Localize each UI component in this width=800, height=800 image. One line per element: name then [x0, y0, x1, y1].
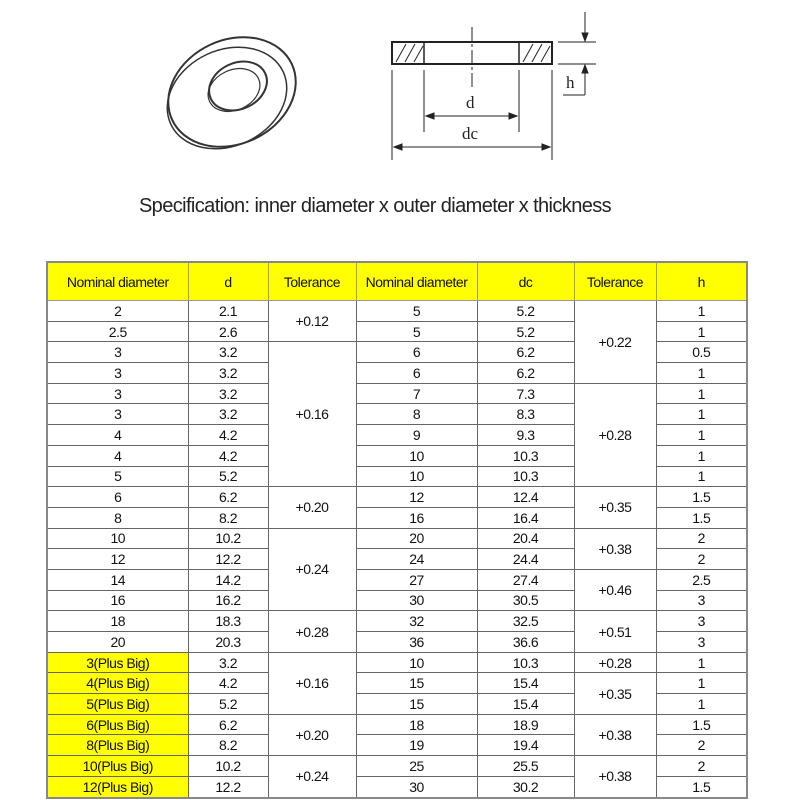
cell-h: 1	[656, 694, 747, 715]
cell-nominal-diameter-outer: 30	[356, 590, 477, 611]
cell-h: 1.5	[656, 487, 747, 508]
cell-dc: 20.4	[477, 528, 574, 549]
cell-nominal-diameter: 4(Plus Big)	[47, 673, 188, 694]
cell-tolerance-inner: +0.24	[268, 528, 356, 611]
cell-tolerance-outer: +0.38	[574, 528, 656, 569]
cell-tolerance-outer: +0.51	[574, 611, 656, 652]
cell-dc: 36.6	[477, 632, 574, 653]
table-row	[47, 673, 747, 694]
cell-nominal-diameter-outer: 30	[356, 776, 477, 797]
cell-d: 8.2	[188, 507, 268, 528]
cell-h: 1	[656, 383, 747, 404]
cell-nominal-diameter-outer: 5	[356, 301, 477, 322]
cell-nominal-diameter: 12	[47, 549, 188, 570]
cell-nominal-diameter-outer: 10	[356, 466, 477, 487]
cell-dc: 12.4	[477, 487, 574, 508]
cell-nominal-diameter: 4	[47, 425, 188, 446]
specification-caption: Specification: inner diameter x outer diameter x thickness	[138, 195, 612, 217]
cell-h: 1.5	[656, 776, 747, 797]
cell-dc: 18.9	[477, 714, 574, 735]
cell-h: 2	[656, 735, 747, 756]
cell-dc: 10.3	[477, 466, 574, 487]
table-header-row	[47, 262, 747, 301]
cell-dc: 15.4	[477, 673, 574, 694]
cell-d: 4.2	[188, 673, 268, 694]
cell-nominal-diameter: 16	[47, 590, 188, 611]
cell-h: 2.5	[656, 569, 747, 590]
cell-dc: 6.2	[477, 342, 574, 363]
cell-nominal-diameter: 14	[47, 569, 188, 590]
cell-d: 3.2	[188, 652, 268, 673]
header-dc: dc	[477, 262, 574, 301]
cell-dc: 15.4	[477, 694, 574, 715]
cell-nominal-diameter: 2	[47, 301, 188, 322]
table-row	[47, 301, 747, 322]
cell-nominal-diameter: 4	[47, 445, 188, 466]
cell-d: 5.2	[188, 466, 268, 487]
cell-h: 2	[656, 549, 747, 570]
cell-nominal-diameter-outer: 15	[356, 694, 477, 715]
cell-nominal-diameter: 8(Plus Big)	[47, 735, 188, 756]
cell-h: 1	[656, 445, 747, 466]
cell-dc: 8.3	[477, 404, 574, 425]
table-row	[47, 652, 747, 673]
cell-tolerance-outer: +0.35	[574, 673, 656, 714]
cell-nominal-diameter: 3	[47, 404, 188, 425]
cell-d: 4.2	[188, 445, 268, 466]
cell-h: 1	[656, 404, 747, 425]
cell-h: 1	[656, 652, 747, 673]
table-row	[47, 383, 747, 404]
cell-tolerance-outer: +0.22	[574, 301, 656, 384]
washer-3d-illustration	[150, 17, 314, 168]
label-h: h	[566, 73, 575, 92]
cell-d: 12.2	[188, 776, 268, 797]
cell-h: 1	[656, 425, 747, 446]
cell-nominal-diameter: 3(Plus Big)	[47, 652, 188, 673]
table-row	[47, 569, 747, 590]
cell-dc: 19.4	[477, 735, 574, 756]
cell-h: 1	[656, 321, 747, 342]
table-row	[47, 528, 747, 549]
header-h: h	[656, 262, 747, 301]
cell-h: 2	[656, 528, 747, 549]
cell-nominal-diameter-outer: 32	[356, 611, 477, 632]
table-row	[47, 611, 747, 632]
cell-tolerance-outer: +0.38	[574, 714, 656, 755]
cell-nominal-diameter-outer: 12	[356, 487, 477, 508]
cell-h: 0.5	[656, 342, 747, 363]
cell-nominal-diameter: 20	[47, 632, 188, 653]
cell-h: 1	[656, 466, 747, 487]
cell-nominal-diameter: 5(Plus Big)	[47, 694, 188, 715]
cell-nominal-diameter: 10(Plus Big)	[47, 756, 188, 777]
cell-nominal-diameter-outer: 36	[356, 632, 477, 653]
washer-diagram	[0, 0, 800, 180]
cell-d: 3.2	[188, 342, 268, 363]
cell-dc: 5.2	[477, 321, 574, 342]
cell-nominal-diameter: 3	[47, 342, 188, 363]
table-row	[47, 714, 747, 735]
cell-nominal-diameter-outer: 6	[356, 342, 477, 363]
cell-dc: 10.3	[477, 652, 574, 673]
cell-nominal-diameter-outer: 27	[356, 569, 477, 590]
cell-tolerance-inner: +0.20	[268, 714, 356, 755]
cell-nominal-diameter-outer: 8	[356, 404, 477, 425]
cell-h: 1.5	[656, 714, 747, 735]
cell-tolerance-inner: +0.16	[268, 652, 356, 714]
cell-nominal-diameter: 2.5	[47, 321, 188, 342]
cell-d: 3.2	[188, 404, 268, 425]
cell-d: 18.3	[188, 611, 268, 632]
cell-dc: 5.2	[477, 301, 574, 322]
cell-dc: 16.4	[477, 507, 574, 528]
cell-tolerance-inner: +0.20	[268, 487, 356, 528]
cell-h: 3	[656, 590, 747, 611]
cell-tolerance-outer: +0.46	[574, 569, 656, 610]
cell-nominal-diameter-outer: 18	[356, 714, 477, 735]
cell-tolerance-inner: +0.24	[268, 756, 356, 798]
cell-tolerance-inner: +0.16	[268, 342, 356, 487]
cell-nominal-diameter-outer: 25	[356, 756, 477, 777]
cell-d: 3.2	[188, 363, 268, 384]
cell-nominal-diameter-outer: 10	[356, 445, 477, 466]
cell-tolerance-inner: +0.12	[268, 301, 356, 342]
cell-d: 14.2	[188, 569, 268, 590]
cell-d: 2.1	[188, 301, 268, 322]
cell-dc: 32.5	[477, 611, 574, 632]
cell-h: 1	[656, 363, 747, 384]
cell-dc: 24.4	[477, 549, 574, 570]
cell-nominal-diameter: 18	[47, 611, 188, 632]
cell-d: 10.2	[188, 756, 268, 777]
cell-h: 2	[656, 756, 747, 777]
cell-dc: 27.4	[477, 569, 574, 590]
cell-nominal-diameter: 12(Plus Big)	[47, 776, 188, 797]
label-dc: dc	[462, 124, 479, 143]
cell-h: 1	[656, 673, 747, 694]
cell-nominal-diameter: 3	[47, 383, 188, 404]
cell-dc: 30.5	[477, 590, 574, 611]
label-d: d	[466, 93, 475, 112]
cell-nominal-diameter-outer: 5	[356, 321, 477, 342]
cell-d: 4.2	[188, 425, 268, 446]
cell-tolerance-outer: +0.35	[574, 487, 656, 528]
cell-nominal-diameter: 6	[47, 487, 188, 508]
cell-nominal-diameter: 6(Plus Big)	[47, 714, 188, 735]
header-tolerance: Tolerance	[268, 262, 356, 301]
cell-tolerance-outer: +0.38	[574, 756, 656, 798]
header-tolerance-outer: Tolerance	[574, 262, 656, 301]
cell-nominal-diameter: 5	[47, 466, 188, 487]
header-d: d	[188, 262, 268, 301]
cell-nominal-diameter-outer: 20	[356, 528, 477, 549]
cell-nominal-diameter: 10	[47, 528, 188, 549]
cell-d: 8.2	[188, 735, 268, 756]
cell-nominal-diameter-outer: 24	[356, 549, 477, 570]
cell-dc: 30.2	[477, 776, 574, 797]
cell-nominal-diameter-outer: 6	[356, 363, 477, 384]
cell-dc: 6.2	[477, 363, 574, 384]
cell-nominal-diameter: 3	[47, 363, 188, 384]
header-nominal-diameter-outer: Nominal diameter	[356, 262, 477, 301]
cell-d: 6.2	[188, 714, 268, 735]
cell-d: 3.2	[188, 383, 268, 404]
cell-nominal-diameter-outer: 19	[356, 735, 477, 756]
cell-h: 3	[656, 632, 747, 653]
cell-d: 6.2	[188, 487, 268, 508]
cell-dc: 9.3	[477, 425, 574, 446]
cell-nominal-diameter-outer: 16	[356, 507, 477, 528]
table-row	[47, 487, 747, 508]
cell-nominal-diameter: 8	[47, 507, 188, 528]
cell-d: 20.3	[188, 632, 268, 653]
cell-nominal-diameter-outer: 15	[356, 673, 477, 694]
cell-nominal-diameter-outer: 10	[356, 652, 477, 673]
cell-d: 10.2	[188, 528, 268, 549]
cell-dc: 10.3	[477, 445, 574, 466]
washer-spec-table	[46, 261, 748, 799]
cell-dc: 7.3	[477, 383, 574, 404]
cell-nominal-diameter-outer: 7	[356, 383, 477, 404]
cell-tolerance-outer: +0.28	[574, 383, 656, 486]
cell-dc: 25.5	[477, 756, 574, 777]
cell-h: 3	[656, 611, 747, 632]
cell-h: 1.5	[656, 507, 747, 528]
cell-d: 16.2	[188, 590, 268, 611]
cell-tolerance-outer: +0.28	[574, 652, 656, 673]
cell-d: 12.2	[188, 549, 268, 570]
cell-nominal-diameter-outer: 9	[356, 425, 477, 446]
header-nominal-diameter: Nominal diameter	[47, 262, 188, 301]
cell-d: 5.2	[188, 694, 268, 715]
cell-d: 2.6	[188, 321, 268, 342]
table-row	[47, 756, 747, 777]
cell-h: 1	[656, 301, 747, 322]
cell-tolerance-inner: +0.28	[268, 611, 356, 652]
